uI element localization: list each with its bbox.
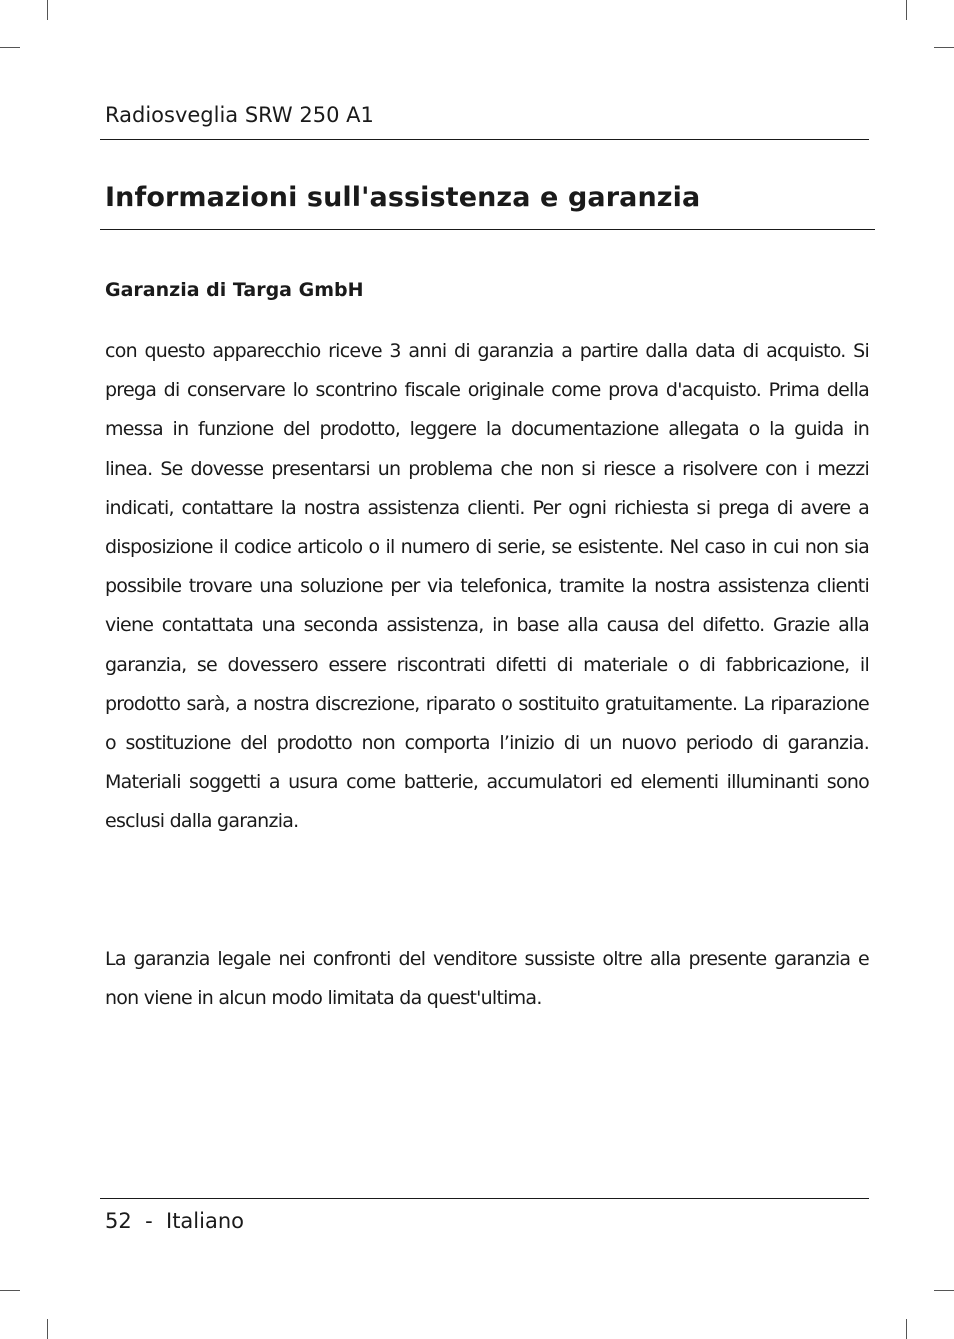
legal-warranty-paragraph: La garanzia legale nei confronti del venditore sussiste oltre alla presente garanzia e non viene in alcun modo limitata da quest'ultima. (105, 948, 869, 1010)
warranty-paragraph: con questo apparecchio riceve 3 anni di garanzia a partire dalla data di acquisto. Si prega di conservare lo scontrino fiscale originale come prova d'acquisto. Prima della messa in funzione del prodotto, leggere la documentazione allegata o la guida in linea. Se dovesse presentarsi un problema che non si riesce a risolvere con i mezzi indicati, contattare la nostra assistenza clienti. Per ogni richiesta si prega di avere a disposizione il codice articolo o il numero di serie, se esistente. Nel caso in cui non sia possibile trovare una soluzione per via telefonica, tramite la nostra assistenza clienti viene contattata una seconda assistenza, in base alla causa del difetto. Grazie alla garanzia, se dovessero essere riscontrati difetti di materiale o di fabbricazione, il prodotto sarà, a nostra discrezione, riparato o sostituito gratuitamente. La riparazione o sostituzione del prodotto non comporta l’inizio di un nuovo periodo di garanzia. Materiali soggetti a usura come batterie, accumulatori ed elementi illuminanti sono esclusi dalla garanzia. (105, 340, 869, 833)
crop-mark-right-bottom (934, 1290, 954, 1291)
footer-rule (100, 1198, 869, 1199)
running-header-title: Radiosveglia SRW 250 A1 (105, 103, 374, 127)
crop-mark-bottom-right (906, 1319, 907, 1339)
crop-mark-top-left (47, 0, 48, 20)
page-title: Informazioni sull'assistenza e garanzia (105, 182, 701, 213)
page-number-language: 52 - Italiano (105, 1209, 244, 1233)
section-heading: Garanzia di Targa GmbH (105, 279, 364, 301)
crop-mark-left-bottom (0, 1290, 20, 1291)
crop-mark-bottom-left (47, 1319, 48, 1339)
title-rule (100, 229, 875, 230)
crop-mark-top-right (906, 0, 907, 20)
crop-mark-left-top (0, 47, 20, 48)
header-rule (100, 139, 869, 140)
crop-mark-right-top (934, 47, 954, 48)
